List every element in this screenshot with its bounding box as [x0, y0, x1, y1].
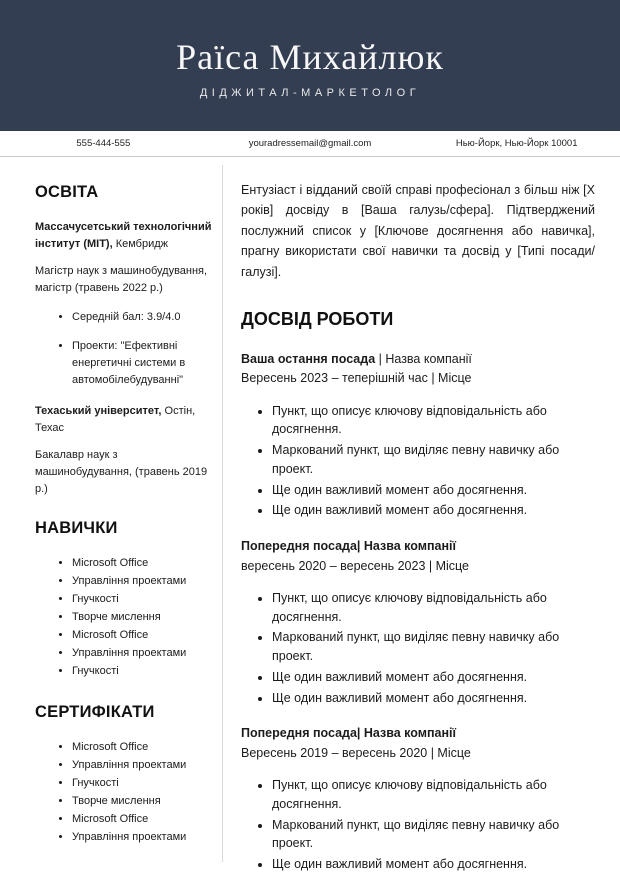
job-bullet: • Пункт, що описує ключову відповідальність або досягнення.: [272, 402, 595, 440]
job-entry-3: [241, 724, 595, 874]
job-bullet: • Пункт, що описує ключову відповідальність або досягнення.: [272, 589, 595, 627]
left-column: [35, 157, 222, 876]
education-degree-1: Магістр наук з машинобудування, магістр (травень 2022 р.): [35, 264, 208, 294]
certificate-item: • Гнучкості: [72, 775, 214, 792]
skill-item: • Управління проектами: [72, 573, 214, 590]
job-bullet: • Маркований пункт, що виділяє певну навичку або проект.: [272, 816, 595, 854]
job-bullet: • Ще один важливий момент або досягнення.: [272, 689, 595, 708]
skill-item: • Гнучкості: [72, 591, 214, 608]
certificates-list: [35, 739, 214, 846]
job-bullet: • Ще один важливий момент або досягнення.: [272, 501, 595, 520]
job-bullet: • Ще один важливий момент або досягнення.: [272, 668, 595, 687]
job-bullet: • Ще один важливий момент або досягнення.: [272, 855, 595, 874]
certificate-item: • Microsoft Office: [72, 811, 214, 828]
job-bullet-list: [241, 402, 595, 521]
education-school-1-city: Кембридж: [112, 237, 169, 250]
job-position: Попередня посада| Назва компанії: [241, 726, 457, 741]
job-bullet: • Ще один важливий момент або досягнення.: [272, 481, 595, 500]
certificate-item: • Управління проектами: [72, 757, 214, 774]
education-bullet: • Проекти: "Ефективні енергетичні системи в автомобілебудуванні": [72, 338, 214, 389]
right-column: [223, 157, 620, 876]
education-school-2: [35, 403, 214, 437]
certificates-heading: СЕРТИФІКАТИ: [35, 703, 155, 722]
job-title: [241, 724, 595, 743]
skills-heading: НАВИЧКИ: [35, 519, 118, 538]
education-school-1-name: Массачусетський технологічний інститут (MIT),: [35, 220, 212, 250]
job-bullet: • Маркований пункт, що виділяє певну навичку або проект.: [272, 441, 595, 479]
job-dates: Вересень 2019 – вересень 2020 | Місце: [241, 745, 471, 760]
person-name: Раїса Михайлюк: [176, 37, 444, 78]
skill-item: • Гнучкості: [72, 663, 214, 680]
certificate-item: • Управління проектами: [72, 829, 214, 846]
contact-bar: [0, 131, 620, 157]
job-bullet-list: [241, 589, 595, 708]
education-heading: ОСВІТА: [35, 183, 99, 201]
skill-item: • Творче мислення: [72, 609, 214, 626]
job-entry-2: [241, 537, 595, 707]
certificate-item: • Творче мислення: [72, 793, 214, 810]
education-school-2-city: Остін, Техас: [35, 404, 196, 434]
experience-heading: ДОСВІД РОБОТИ: [241, 308, 394, 329]
job-position: Ваша остання посада: [241, 351, 376, 366]
skills-list: [35, 555, 214, 680]
profile-summary: Ентузіаст і відданий своїй справі професіонал з більш ніж [X років] досвіду в [Ваша галузь/сфера]. Підтверджений послужний список у [Ключове досягнення або навичка], прагну використати свої навички та досвід у [Типі посади/галузі].: [241, 183, 595, 279]
job-company: | Назва компанії: [375, 351, 472, 366]
contact-phone: 555-444-555: [76, 138, 131, 149]
job-dates: Вересень 2023 – теперішній час | Місце: [241, 371, 472, 386]
education-bullet-list: [35, 309, 214, 389]
job-dates: вересень 2020 – вересень 2023 | Місце: [241, 558, 470, 573]
certificate-item: • Microsoft Office: [72, 739, 214, 756]
contact-email: youradressemail@gmail.com: [248, 138, 372, 149]
job-bullet: • Маркований пункт, що виділяє певну навичку або проект.: [272, 628, 595, 666]
job-position: Попередня посада| Назва компанії: [241, 539, 457, 554]
education-school-1: [35, 219, 214, 253]
resume-header: [0, 0, 620, 131]
skill-item: • Управління проектами: [72, 645, 214, 662]
job-title: [241, 537, 595, 556]
education-degree-2: Бакалавр наук з машинобудування, (травень 2019 р.): [35, 449, 208, 496]
skill-item: • Microsoft Office: [72, 555, 214, 572]
job-bullet: • Пункт, що описує ключову відповідальність або досягнення.: [272, 776, 595, 814]
body-columns: [0, 157, 620, 876]
skill-item: • Microsoft Office: [72, 627, 214, 644]
job-title: [241, 350, 595, 369]
job-entry-1: [241, 350, 595, 520]
job-bullet-list: [241, 776, 595, 874]
contact-location: Нью-Йорк, Нью-Йорк 10001: [455, 138, 578, 149]
education-school-2-name: Техаський університет,: [35, 404, 162, 417]
person-job-title: ДІДЖИТАЛ-МАРКЕТОЛОГ: [199, 86, 421, 99]
education-bullet: • Середній бал: 3.9/4.0: [72, 309, 214, 326]
